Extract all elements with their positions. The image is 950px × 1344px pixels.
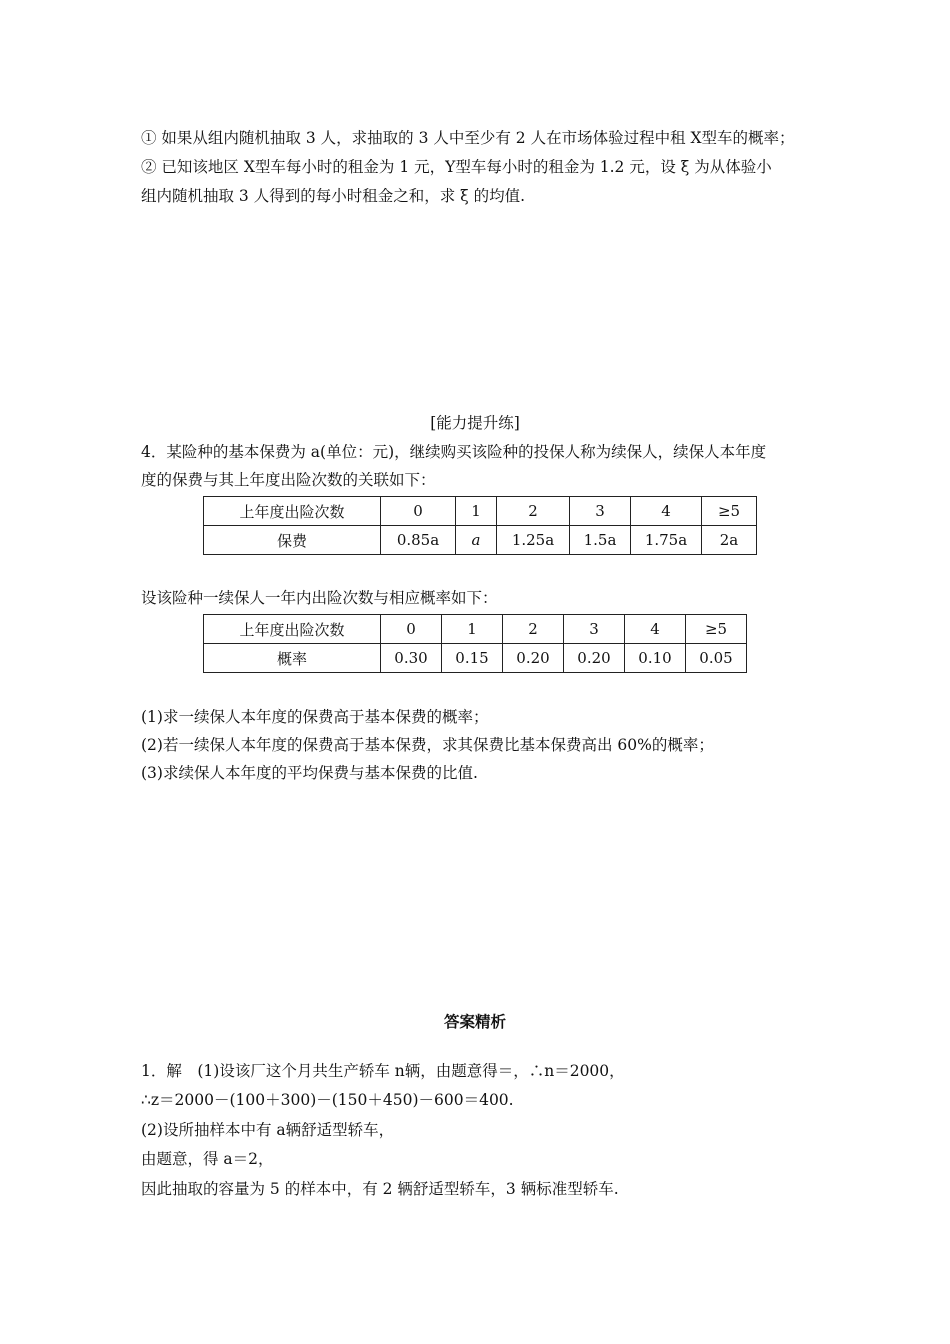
- table-cell: 0.20: [503, 644, 564, 673]
- answer-section-title: 答案精析: [443, 1013, 506, 1031]
- table-header-cell: 3: [570, 497, 631, 526]
- table-cell: 2a: [702, 526, 757, 555]
- table-cell: 0.20: [564, 644, 625, 673]
- table-row: [204, 526, 757, 555]
- table-header-cell: ≥5: [702, 497, 757, 526]
- table-cell: 1.75a: [631, 526, 702, 555]
- table-header-cell: 3: [564, 615, 625, 644]
- table-header-cell: 0: [381, 615, 442, 644]
- table-header-label: 上年度出险次数: [204, 497, 381, 526]
- table-row: [204, 497, 757, 526]
- q4-subquestion-2: (2)若一续保人本年度的保费高于基本保费，求其保费比基本保费高出 60%的概率；: [141, 736, 714, 754]
- table-header-cell: ≥5: [686, 615, 747, 644]
- table-header-cell: 2: [503, 615, 564, 644]
- table-header-cell: 1: [442, 615, 503, 644]
- table-row: [204, 615, 747, 644]
- table-row: [204, 644, 747, 673]
- q3-part2-text: ② 已知该地区 X型车每小时的租金为 1 元，Y型车每小时的租金为 1.2 元，设 ξ 为从体验小: [141, 158, 772, 176]
- answer-line-1: 1．解 (1)设该厂这个月共生产轿车 n辆，由题意得＝，∴n＝2000，: [141, 1062, 625, 1080]
- q4-stem-line1: 4．某险种的基本保费为 a(单位：元)，继续购买该险种的投保人称为续保人，续保人本年度: [141, 443, 767, 461]
- answer-line-4: 由题意，得 a＝2，: [141, 1150, 274, 1168]
- q3-part1-text: ① 如果从组内随机抽取 3 人，求抽取的 3 人中至少有 2 人在市场体验过程中租 X型车的概率；: [141, 129, 795, 147]
- table-cell: 0.85a: [381, 526, 456, 555]
- q4-subquestion-1: (1)求一续保人本年度的保费高于基本保费的概率；: [141, 708, 489, 726]
- table-header-cell: 0: [381, 497, 456, 526]
- table-header-cell: 4: [625, 615, 686, 644]
- answer-line-2: ∴z＝2000－(100＋300)－(150＋450)－600＝400.: [141, 1091, 514, 1109]
- probability-table: [203, 614, 747, 673]
- table-header-label: 上年度出险次数: [204, 615, 381, 644]
- table-header-cell: 1: [456, 497, 497, 526]
- answer-line-5: 因此抽取的容量为 5 的样本中，有 2 辆舒适型轿车，3 辆标准型轿车.: [141, 1180, 619, 1198]
- table-cell: 0.15: [442, 644, 503, 673]
- table-cell: 0.30: [381, 644, 442, 673]
- table-header-cell: 4: [631, 497, 702, 526]
- q4-subquestion-3: (3)求续保人本年度的平均保费与基本保费的比值.: [141, 764, 478, 782]
- table-row-label: 概率: [204, 644, 381, 673]
- table-cell: 0.05: [686, 644, 747, 673]
- section-title: [能力提升练]: [430, 414, 520, 432]
- premium-table: [203, 496, 757, 555]
- table-cell: 0.10: [625, 644, 686, 673]
- q4-stem-line2: 度的保费与其上年度出险次数的关联如下：: [141, 471, 436, 489]
- answer-line-3: (2)设所抽样本中有 a辆舒适型轿车，: [141, 1121, 395, 1139]
- table-row-label: 保费: [204, 526, 381, 555]
- table-header-cell: 2: [497, 497, 570, 526]
- table-cell: 1.5a: [570, 526, 631, 555]
- q4-between-text: 设该险种一续保人一年内出险次数与相应概率如下：: [141, 589, 498, 607]
- table-cell: a: [456, 526, 497, 555]
- q3-part2-text-cont: 组内随机抽取 3 人得到的每小时租金之和，求 ξ 的均值.: [141, 187, 526, 205]
- table-cell: 1.25a: [497, 526, 570, 555]
